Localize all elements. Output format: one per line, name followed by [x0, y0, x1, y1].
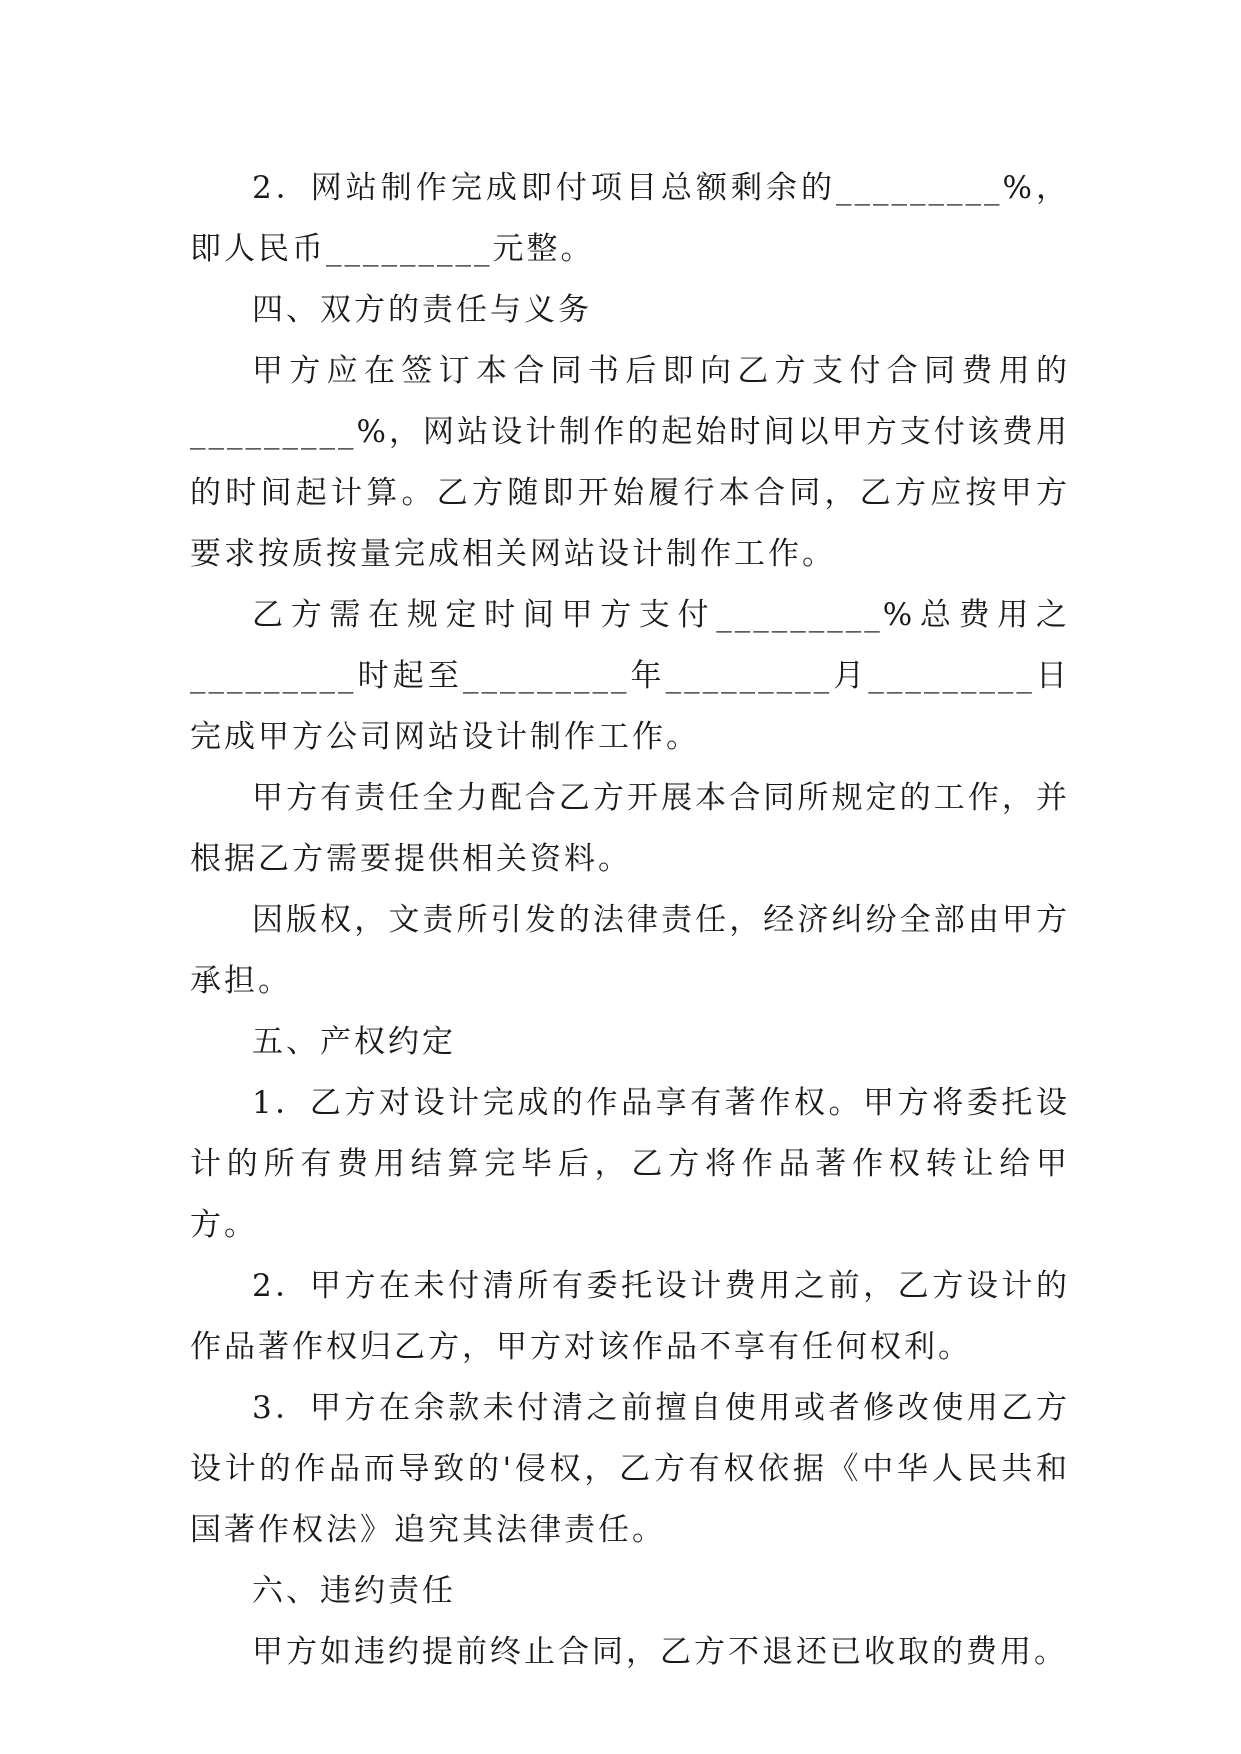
- para-4-copyright-liability: 因版权，文责所引发的法律责任，经济纠纷全部由甲方承担。: [190, 902, 1070, 999]
- para-4-cooperation: 甲方有责任全力配合乙方开展本合同所规定的工作，并根据乙方需要提供相关资料。: [190, 780, 1070, 877]
- document-body: [190, 158, 1070, 1683]
- para-4-deadline: 乙方需在规定时间甲方支付_________%总费用之_________时起至_________年_________月_________日完成甲方公司网站设计制作工作。: [190, 597, 1070, 755]
- heading-section-4: 四、双方的责任与义务: [252, 292, 592, 328]
- heading-section-5: 五、产权约定: [252, 1024, 456, 1060]
- clause-5-2: 2．甲方在未付清所有委托设计费用之前，乙方设计的作品著作权归乙方，甲方对该作品不享有任何权利。: [190, 1268, 1070, 1365]
- clause-5-1: 1．乙方对设计完成的作品享有著作权。甲方将委托设计的所有费用结算完毕后，乙方将作品著作权转让给甲方。: [190, 1085, 1070, 1243]
- para-4-advance-payment: 甲方应在签订本合同书后即向乙方支付合同费用的_________%，网站设计制作的起始时间以甲方支付该费用的时间起计算。乙方随即开始履行本合同，乙方应按甲方要求按质按量完成相关网站设计制作工作。: [190, 353, 1070, 572]
- clause-3-2-payment: 2．网站制作完成即付项目总额剩余的_________%，即人民币_________元整。: [190, 170, 1070, 267]
- clause-5-3: 3．甲方在余款未付清之前擅自使用或者修改使用乙方设计的作品而导致的'侵权，乙方有权依据《中华人民共和国著作权法》追究其法律责任。: [190, 1390, 1070, 1548]
- heading-section-6: 六、违约责任: [252, 1573, 456, 1609]
- para-6-termination: 甲方如违约提前终止合同，乙方不退还已收取的费用。: [252, 1634, 1068, 1670]
